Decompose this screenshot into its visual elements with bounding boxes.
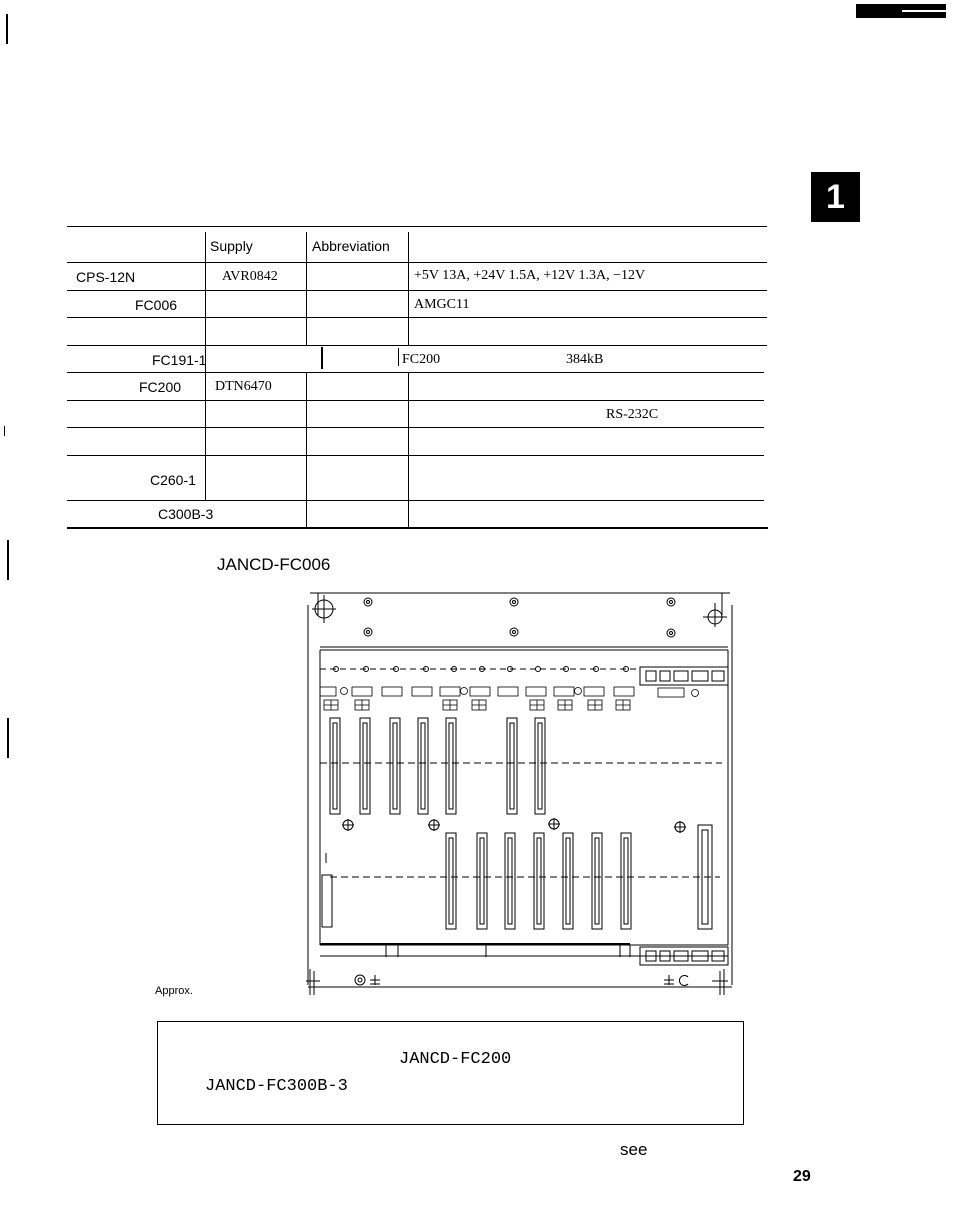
row-name: FC191-1 xyxy=(152,352,207,368)
row-name: CPS-12N xyxy=(76,269,136,285)
table-rule xyxy=(67,455,764,456)
approx-label: Approx. xyxy=(155,985,193,997)
table-rule xyxy=(67,262,767,263)
table-rule xyxy=(67,500,764,501)
note-line-2: JANCD-FC300B-3 xyxy=(205,1077,348,1096)
note-box xyxy=(157,1021,744,1125)
table-col-rule xyxy=(306,232,307,345)
table-rule xyxy=(67,400,764,401)
row-name: FC006 xyxy=(135,297,178,313)
header-abbreviation: Abbreviation xyxy=(312,238,390,254)
row-notes: RS-232C xyxy=(606,407,659,422)
see-text: see xyxy=(620,1140,648,1159)
row-name: C300B-3 xyxy=(158,506,214,522)
row-supply: DTN6470 xyxy=(215,379,272,394)
table-col-rule xyxy=(408,232,409,345)
margin-mark xyxy=(6,14,8,44)
chapter-tab: 1 xyxy=(811,172,860,222)
table-rule xyxy=(67,372,764,373)
table-rule xyxy=(67,317,767,318)
corner-bar-line xyxy=(902,10,946,12)
board-diagram xyxy=(300,585,740,1000)
row-notes: FC200 xyxy=(402,352,441,367)
page-number: 29 xyxy=(793,1168,811,1185)
row-notes: +5V 13A, +24V 1.5A, +12V 1.3A, −12V xyxy=(414,268,646,283)
margin-mark xyxy=(7,540,9,580)
table-rule xyxy=(67,226,767,227)
row-notes: AMGC11 xyxy=(414,297,470,312)
margin-mark xyxy=(7,718,9,758)
table-rule xyxy=(67,527,768,529)
row-name: FC200 xyxy=(139,379,182,395)
table-col-rule xyxy=(306,372,307,527)
margin-mark xyxy=(4,426,5,436)
row-supply: AVR0842 xyxy=(222,269,278,284)
table-col-rule xyxy=(321,347,323,369)
table-col-rule xyxy=(408,372,409,527)
table-col-rule xyxy=(398,348,399,366)
row-name: C260-1 xyxy=(150,472,196,488)
header-supply: Supply xyxy=(210,238,253,254)
figure-caption: JANCD-FC006 xyxy=(217,555,331,574)
table-rule xyxy=(67,427,764,428)
table-rule xyxy=(67,290,767,291)
table-rule xyxy=(67,345,767,346)
row-notes-secondary: 384kB xyxy=(566,352,604,367)
note-line-1: JANCD-FC200 xyxy=(399,1050,512,1069)
